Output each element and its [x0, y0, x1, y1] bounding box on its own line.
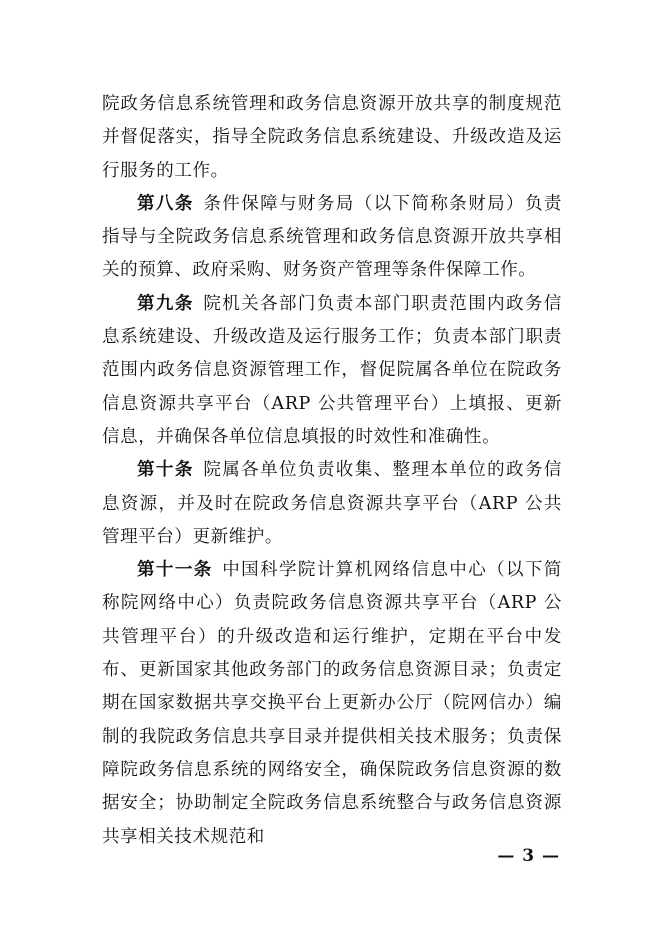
article-number: 第十一条	[137, 560, 213, 581]
article-8	[102, 188, 562, 288]
article-11	[102, 554, 562, 854]
paragraph-text: 院政务信息系统管理和政务信息资源开放共享的制度规范并督促落实，指导全院政务信息系统建设、升级改造及运行服务的工作。	[102, 94, 562, 181]
article-number: 第十条	[137, 460, 194, 481]
article-number: 第八条	[137, 193, 194, 214]
paragraph-text: 条件保障与财务局（以下简称条财局）负责指导与全院政务信息系统管理和政务信息资源开放共享相关的预算、政府采购、财务资产管理等条件保障工作。	[102, 193, 562, 281]
paragraph-text: 院机关各部门负责本部门职责范围内政务信息系统建设、升级改造及运行服务工作；负责本部门职责范围内政务信息资源管理工作，督促院属各单位在院政务信息资源共享平台（ARP 公共管理平台）上填报、更新信息，并确保各单位信息填报的时效性和准确性。	[102, 293, 562, 447]
paragraph-continuation	[102, 88, 562, 188]
article-10	[102, 454, 562, 554]
document-page	[102, 88, 562, 854]
article-9	[102, 288, 562, 454]
article-number: 第九条	[137, 293, 194, 314]
paragraph-text: 院属各单位负责收集、整理本单位的政务信息资源，并及时在院政务信息资源共享平台（ARP 公共管理平台）更新维护。	[102, 460, 562, 547]
page-number: — 3 —	[497, 846, 560, 866]
paragraph-text: 中国科学院计算机网络信息中心（以下简称院网络中心）负责院政务信息资源共享平台（ARP 公共管理平台）的升级改造和运行维护，定期在平台中发布、更新国家其他政务部门的政务信息资源目录；负责定期在国家数据共享交换平台上更新办公厅（院网信办）编制的我院政务信息共享目录并提供相关技术服务；负责保障院政务信息系统的网络安全，确保院政务信息资源的数据安全；协助制定全院政务信息系统整合与政务信息资源共享相关技术规范和	[102, 560, 562, 847]
